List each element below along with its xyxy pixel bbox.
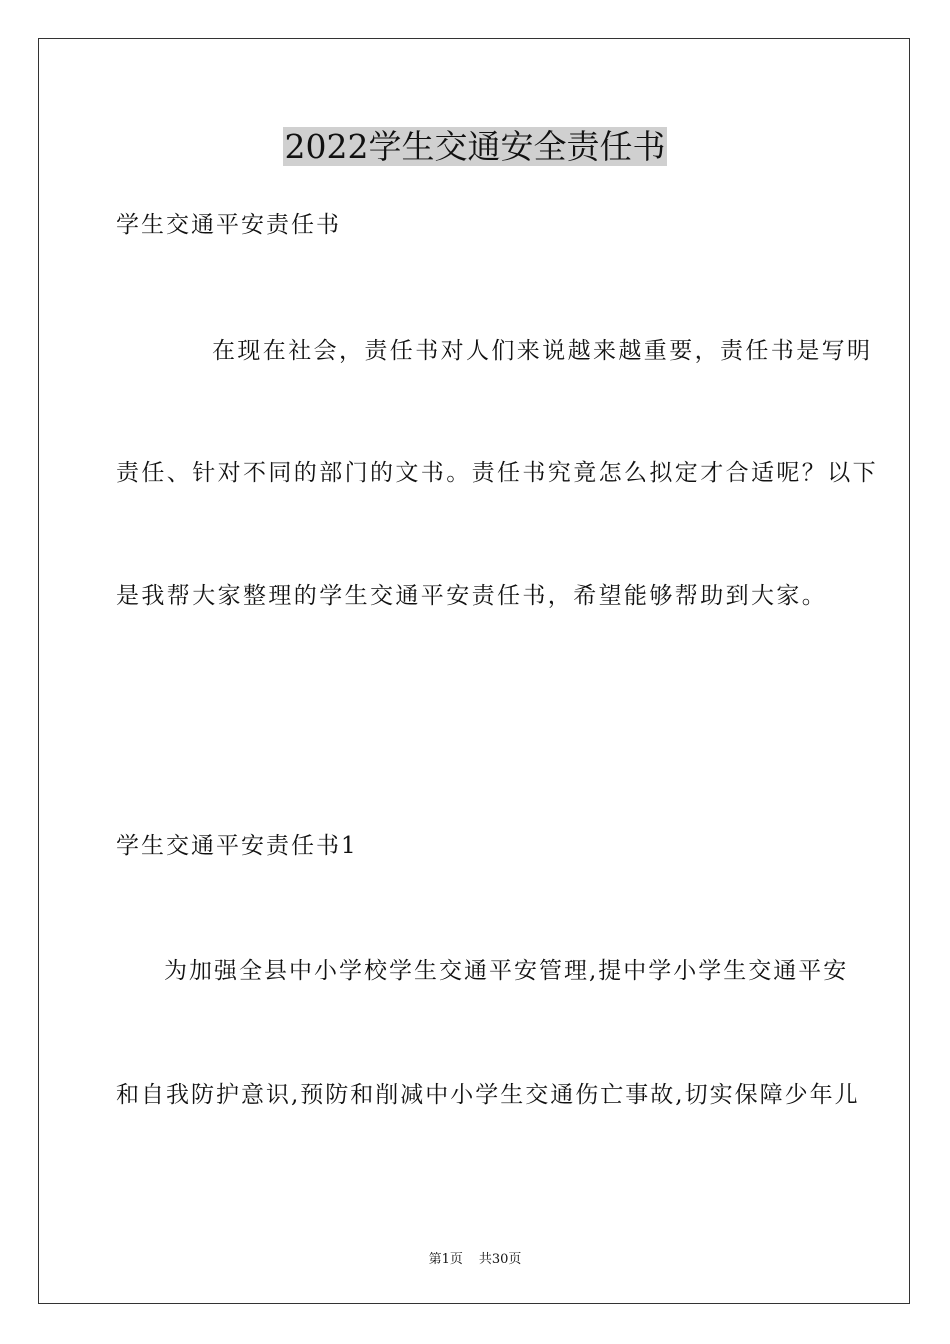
paragraph-line: 为加强全县中小学校学生交通平安管理,提中学小学生交通平安 bbox=[164, 958, 849, 984]
paragraph-line: 在现在社会，责任书对人们来说越来越重要，责任书是写明 bbox=[212, 338, 873, 364]
section-heading: 学生交通平安责任书1 bbox=[116, 833, 358, 859]
paragraph-line: 责任、针对不同的部门的文书。责任书究竟怎么拟定才合适呢？以下 bbox=[116, 460, 878, 486]
paragraph-line: 和自我防护意识,预防和削减中小学生交通伤亡事故,切实保障少年儿 bbox=[116, 1082, 860, 1108]
document-title-text: 2022学生交通安全责任书 bbox=[284, 127, 666, 166]
page-number: 第1页 bbox=[428, 1252, 463, 1267]
page-total: 共30页 bbox=[478, 1252, 522, 1267]
paragraph-line: 是我帮大家整理的学生交通平安责任书，希望能够帮助到大家。 bbox=[116, 583, 828, 609]
document-title bbox=[0, 126, 950, 168]
subtitle-line: 学生交通平安责任书 bbox=[116, 212, 341, 238]
page-footer bbox=[0, 1248, 950, 1267]
